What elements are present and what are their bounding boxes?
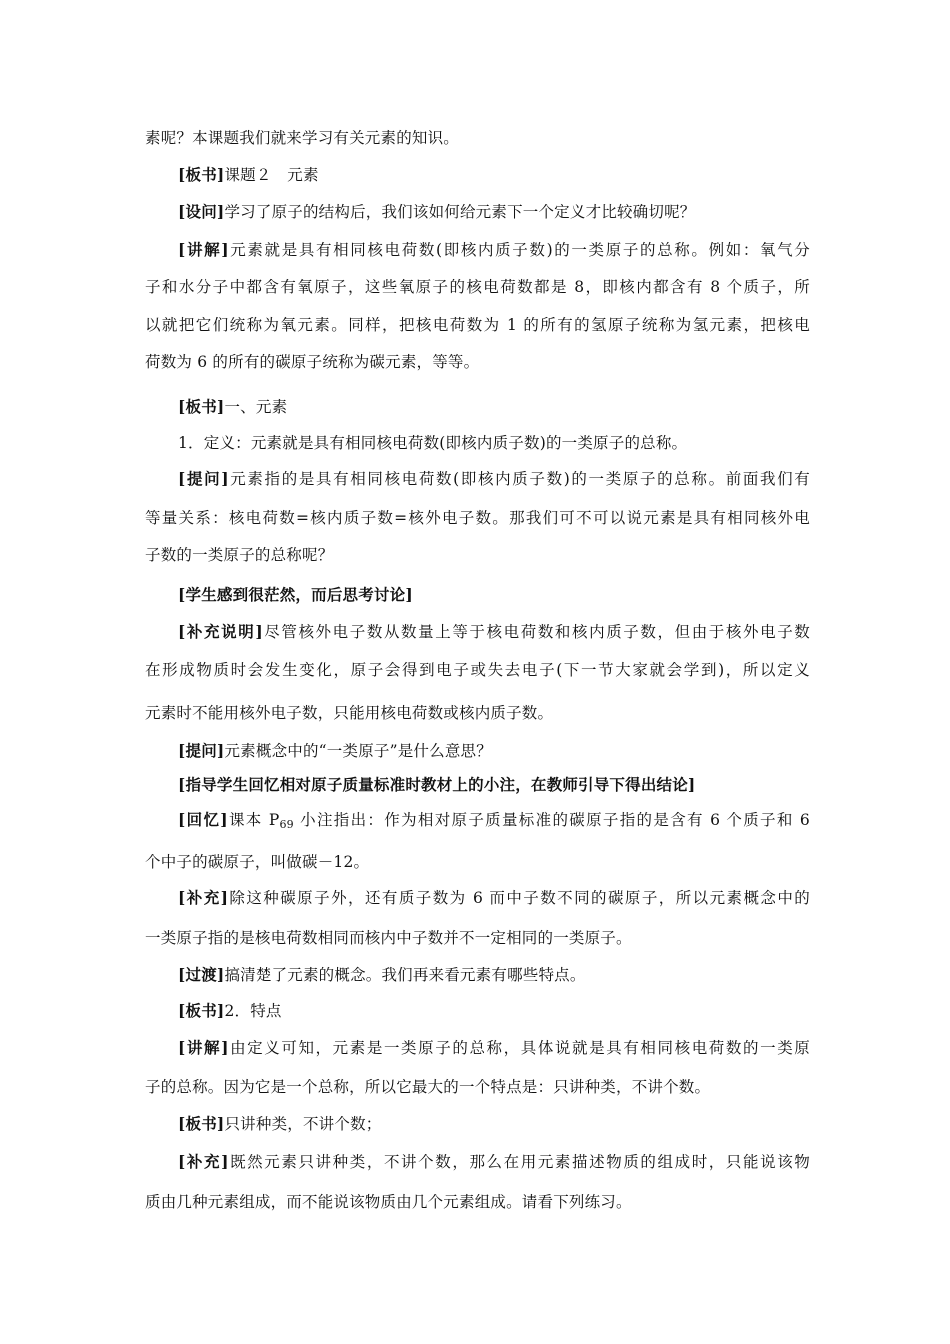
student-activity-line: [学生感到很茫然，而后思考讨论]	[178, 585, 413, 604]
board-title-line: [板书]课题２ 元素	[178, 165, 319, 184]
line-tag: [补充]	[178, 1152, 229, 1171]
line-tag: [回忆]	[178, 810, 228, 829]
line-tag: [讲解]	[178, 1038, 229, 1057]
explanation-line: [讲解]由定义可知，元素是一类原子的总称，具体说就是具有相同核电荷数的一类原	[178, 1038, 810, 1057]
explanation-line: [讲解]元素就是具有相同核电荷数(即核内质子数)的一类原子的总称。例如：氧气分	[178, 240, 810, 259]
definition-line: 1．定义：元素就是具有相同核电荷数(即核内质子数)的一类原子的总称。	[178, 434, 688, 452]
line-tag: [讲解]	[178, 240, 229, 259]
question-line: [提问]元素概念中的“一类原子”是什么意思？	[178, 741, 492, 760]
paragraph-line: 元素时不能用核外电子数，只能用核电荷数或核内质子数。	[145, 704, 554, 722]
paragraph-line: 子的总称。因为它是一个总称，所以它最大的一个特点是：只讲种类，不讲个数。	[145, 1078, 711, 1096]
question-line: [提问]元素指的是具有相同核电荷数(即核内质子数)的一类原子的总称。前面我们有	[178, 469, 810, 488]
board-line: [板书]一、元素	[178, 397, 288, 416]
line-tag: [提问]	[178, 741, 225, 760]
line-tag: [补充]	[178, 888, 229, 907]
line-tag: [设问]	[178, 202, 225, 221]
paragraph-line: 在形成物质时会发生变化，原子会得到电子或失去电子(下一节大家就会学到)，所以定义	[145, 661, 810, 679]
supplement-line: [补充说明]尽管核外电子数从数量上等于核电荷数和核内质子数，但由于核外电子数	[178, 622, 810, 641]
paragraph-line: 以就把它们统称为氧元素。同样，把核电荷数为 1 的所有的氢原子统称为氢元素，把核电	[145, 316, 810, 334]
paragraph-line: 质由几种元素组成，而不能说该物质由几个元素组成。请看下列练习。	[145, 1193, 632, 1211]
board-line: [板书]2．特点	[178, 1001, 282, 1020]
paragraph-line: 等量关系：核电荷数=核内质子数=核外电子数。那我们可不可以说元素是具有相同核外电	[145, 509, 810, 527]
line-tag: [板书]	[178, 1114, 225, 1133]
line-tag: [过渡]	[178, 965, 225, 984]
recall-line: [回忆]课本 $P_{69}$ 小注指出：作为相对原子质量标准的碳原子指的是含有 6 个质子和 6	[178, 810, 810, 831]
paragraph-line: 荷数为 6 的所有的碳原子统称为碳元素，等等。	[145, 353, 480, 371]
board-line: [板书]只讲种类，不讲个数；	[178, 1114, 382, 1133]
guidance-line: [指导学生回忆相对原子质量标准时教材上的小注，在教师引导下得出结论]	[178, 775, 696, 794]
line-tag: [板书]	[178, 165, 225, 184]
supplement-line: [补充]除这种碳原子外，还有质子数为 6 而中子数不同的碳原子，所以元素概念中的	[178, 888, 810, 907]
paragraph-line: 素呢？本课题我们就来学习有关元素的知识。	[145, 129, 460, 147]
line-tag: [板书]	[178, 397, 225, 416]
paragraph-line: 一类原子指的是核电荷数相同而核内中子数并不一定相同的一类原子。	[145, 929, 632, 947]
paragraph-line: 子和水分子中都含有氧原子，这些氧原子的核电荷数都是 8，即核内都含有 8 个质子，所	[145, 278, 810, 296]
question-line: [设问]学习了原子的结构后，我们该如何给元素下一个定义才比较确切呢？	[178, 202, 696, 221]
supplement-line: [补充]既然元素只讲种类，不讲个数，那么在用元素描述物质的组成时，只能说该物	[178, 1152, 810, 1171]
line-tag: [提问]	[178, 469, 229, 488]
transition-line: [过渡]搞清楚了元素的概念。我们再来看元素有哪些特点。	[178, 965, 586, 984]
paragraph-line: 子数的一类原子的总称呢？	[145, 546, 334, 564]
line-tag: [补充说明]	[178, 622, 263, 641]
line-tag: [板书]	[178, 1001, 225, 1020]
paragraph-line: 个中子的碳原子，叫做碳－12。	[145, 853, 370, 871]
page-subscript: 69	[279, 818, 294, 831]
